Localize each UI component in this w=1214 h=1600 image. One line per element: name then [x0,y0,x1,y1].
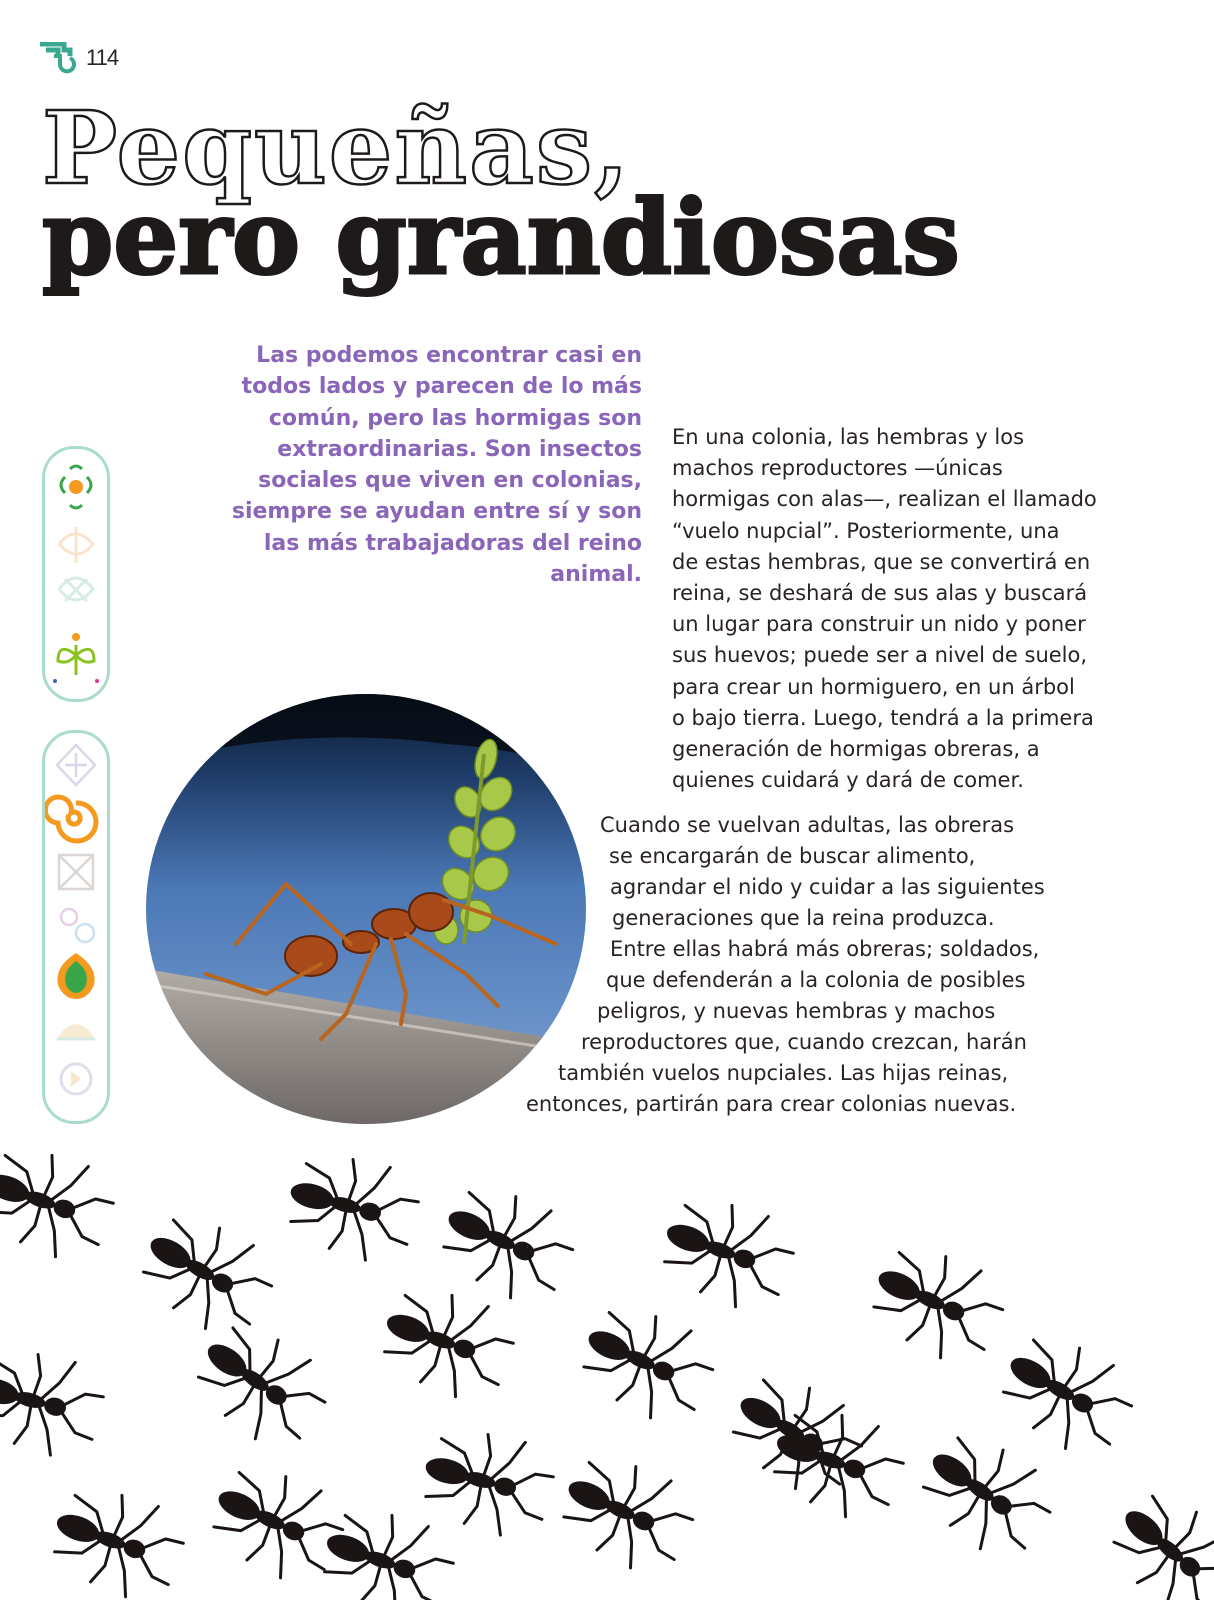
faded-knot-icon [59,578,93,601]
ant-silhouette [988,1320,1145,1466]
ant-silhouette [0,1339,110,1464]
ant-silhouette [859,1233,1014,1373]
page-title-line1: Pequeñas, [42,89,631,207]
ant-photo [146,694,586,1124]
ant-silhouette [182,1309,340,1460]
text-line: un lugar para construir un nido y poner [672,612,1086,637]
faded-loop-icon [61,909,94,942]
ant-silhouette [128,1200,285,1346]
text-line: o bajo tierra. Luego, tendrá a la primera [672,705,1094,730]
sidebar-icons-group-b [42,730,110,1124]
ant-silhouette [311,1496,462,1600]
ant-silhouette [907,1419,1065,1570]
page-number: 114 [86,45,119,70]
text-line: Cuando se vuelvan adultas, las obreras [600,813,1015,837]
ant-silhouette [651,1186,802,1319]
text-line: “vuelo nupcial”. Posteriormente, una [672,518,1060,543]
text-line: reina, se deshará de sus alas y buscará [672,581,1088,606]
text-line: hormigas con alas—, realizan el llamado [672,487,1097,512]
step-spiral-icon [40,42,78,74]
orange-spiral-icon [45,797,96,841]
ant-silhouette [413,1419,560,1544]
ant-silhouette [718,1360,875,1506]
intro-paragraph: Las podemos encontrar casi en todos lados y parecen de lo más común, pero las hormigas son extraordinarias. Son insectos sociales que viven en colonias, siempre se ayudan entre sí y son las más trabajadoras del reino animal. [231,343,642,588]
ant-silhouette [278,1144,425,1269]
text-line: quienes cuidará y dará de comer. [672,768,1024,793]
text-line: agrandar el nido y cuidar a las siguientes [610,875,1045,899]
text-line: machos reproductores —únicas [672,456,1003,481]
ant-silhouette [549,1443,704,1583]
flower-orange-icon [61,466,91,508]
ant-silhouettes-decoration [0,1140,1214,1600]
text-line: generación de hormigas obreras, a [672,737,1040,762]
text-line: también vuelos nupciales. Las hijas reinas, [558,1061,1009,1085]
ant-silhouette [371,1276,522,1409]
ant-silhouette [429,1173,584,1313]
text-line: sus huevos; puede ser a nivel de suelo, [672,643,1088,668]
sprout-person-icon [53,633,99,683]
ant-silhouette [569,1293,724,1433]
faded-swirl-icon [59,527,93,563]
text-line: peligros, y nuevas hembras y machos [597,999,996,1023]
ant-silhouette [0,1140,122,1269]
body-paragraph-1 [672,422,1097,796]
page-title-line2: pero grandiosas [42,178,960,298]
text-line: que defenderán a la colonia de posibles [606,968,1026,992]
sidebar-icons-group-a [42,446,110,702]
text-line: reproductores que, cuando crezcan, harán [581,1030,1027,1054]
text-line: Entre ellas habrá más obreras; soldados, [610,937,1040,961]
text-line: entonces, partirán para crear colonias nuevas. [526,1092,1017,1116]
seed-green-icon [57,953,94,999]
ant-silhouette [1096,1477,1214,1600]
text-line: se encargarán de buscar alimento, [609,844,976,868]
faded-arrow-circle-icon [61,1064,91,1094]
page-header [40,42,118,74]
text-line: para crear un hormiguero, en un árbol [672,674,1075,699]
ant-silhouette [41,1476,192,1600]
faded-cross-icon [59,855,93,889]
faded-mound-icon [57,1024,95,1039]
text-line: de estas hembras, que se convertirá en [672,549,1091,574]
faded-diamond-icon [57,745,95,785]
text-line: generaciones que la reina produzca. [612,906,995,930]
text-line: En una colonia, las hembras y los [672,425,1025,449]
